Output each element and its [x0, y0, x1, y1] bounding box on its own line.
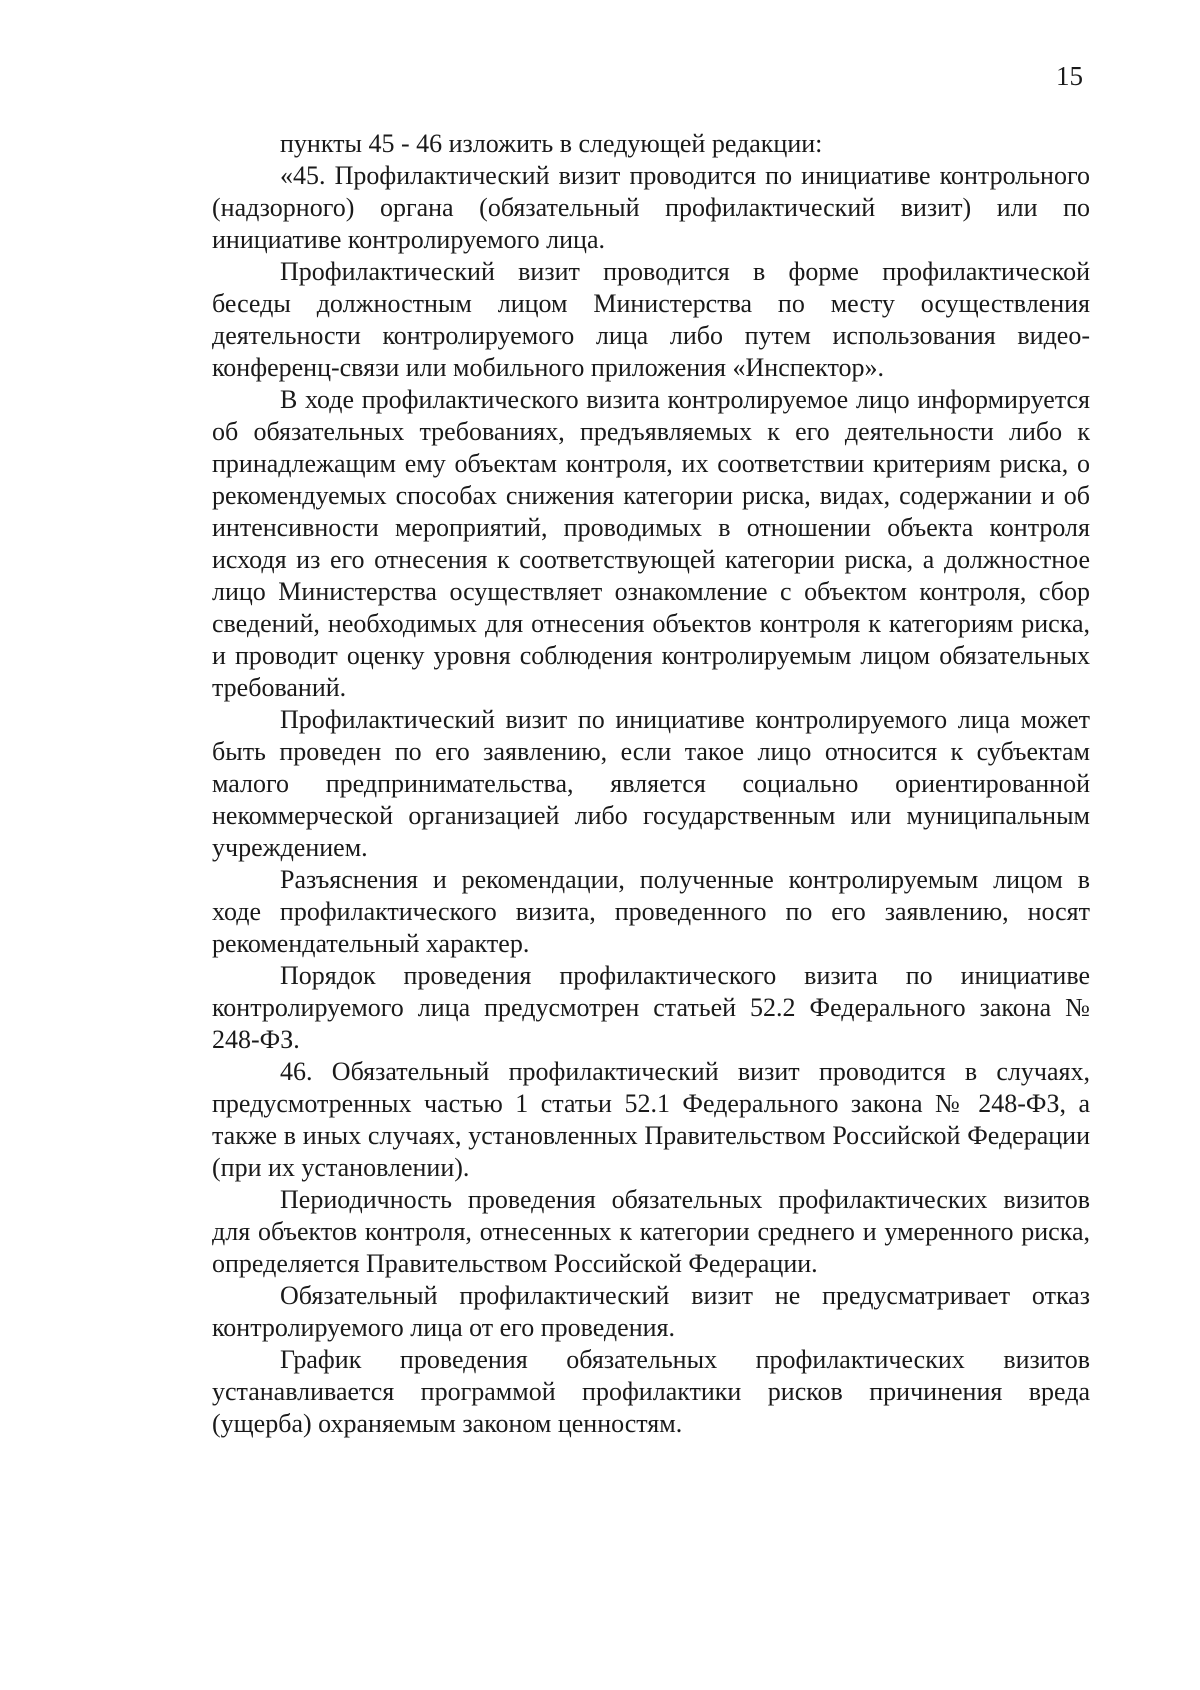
paragraph-procedure: Порядок проведения профилактического визита по инициативе контролируемого лица предусмотрен статьей 52.2 Федерального закона № 248-ФЗ.: [212, 961, 1090, 1054]
paragraph-schedule: График проведения обязательных профилактических визитов устанавливается программой профилактики рисков причинения вреда (ущерба) охраняемым законом ценностям.: [212, 1345, 1090, 1438]
paragraph-no-refusal: Обязательный профилактический визит не предусматривает отказ контролируемого лица от его проведения.: [212, 1281, 1090, 1342]
paragraph-recommendations: Разъяснения и рекомендации, полученные контролируемым лицом в ходе профилактического визита, проведенного по его заявлению, носят рекомендательный характер.: [212, 865, 1090, 958]
paragraph-periodicity: Периодичность проведения обязательных профилактических визитов для объектов контроля, отнесенных к категории среднего и умеренного риска, определяется Правительством Российской Федерации.: [212, 1185, 1090, 1278]
paragraph-initiative: Профилактический визит по инициативе контролируемого лица может быть проведен по его заявлению, если такое лицо относится к субъектам малого предпринимательства, является социально ориентированной некоммерческой организацией либо государственным или муниципальным учреждением.: [212, 705, 1090, 862]
paragraph-form: Профилактический визит проводится в форме профилактической беседы должностным лицом Министерства по месту осуществления деятельности контролируемого лица либо путем использования видео-конференц-связи или мобильного приложения «Инспектор».: [212, 257, 1090, 382]
page-number: 15: [1056, 61, 1083, 91]
paragraph-46: 46. Обязательный профилактический визит проводится в случаях, предусмотренных частью 1 статьи 52.1 Федерального закона № 248-ФЗ, а также в иных случаях, установленных Правительством Российской Федерации (при их установлении).: [212, 1057, 1090, 1182]
paragraph-45: «45. Профилактический визит проводится по инициативе контрольного (надзорного) органа (обязательный профилактический визит) или по инициативе контролируемого лица.: [212, 161, 1090, 254]
document-body: [212, 128, 1090, 1440]
paragraph-informing: В ходе профилактического визита контролируемое лицо информируется об обязательных требованиях, предъявляемых к его деятельности либо к принадлежащим ему объектам контроля, их соответствии критериям риска, о рекомендуемых способах снижения категории риска, видах, содержании и об интенсивности мероприятий, проводимых в отношении объекта контроля исходя из его отнесения к соответствующей категории риска, а должностное лицо Министерства осуществляет ознакомление с объектом контроля, сбор сведений, необходимых для отнесения объектов контроля к категориям риска, и проводит оценку уровня соблюдения контролируемым лицом обязательных требований.: [212, 385, 1090, 702]
paragraph-intro: пункты 45 - 46 изложить в следующей редакции:: [280, 129, 823, 158]
